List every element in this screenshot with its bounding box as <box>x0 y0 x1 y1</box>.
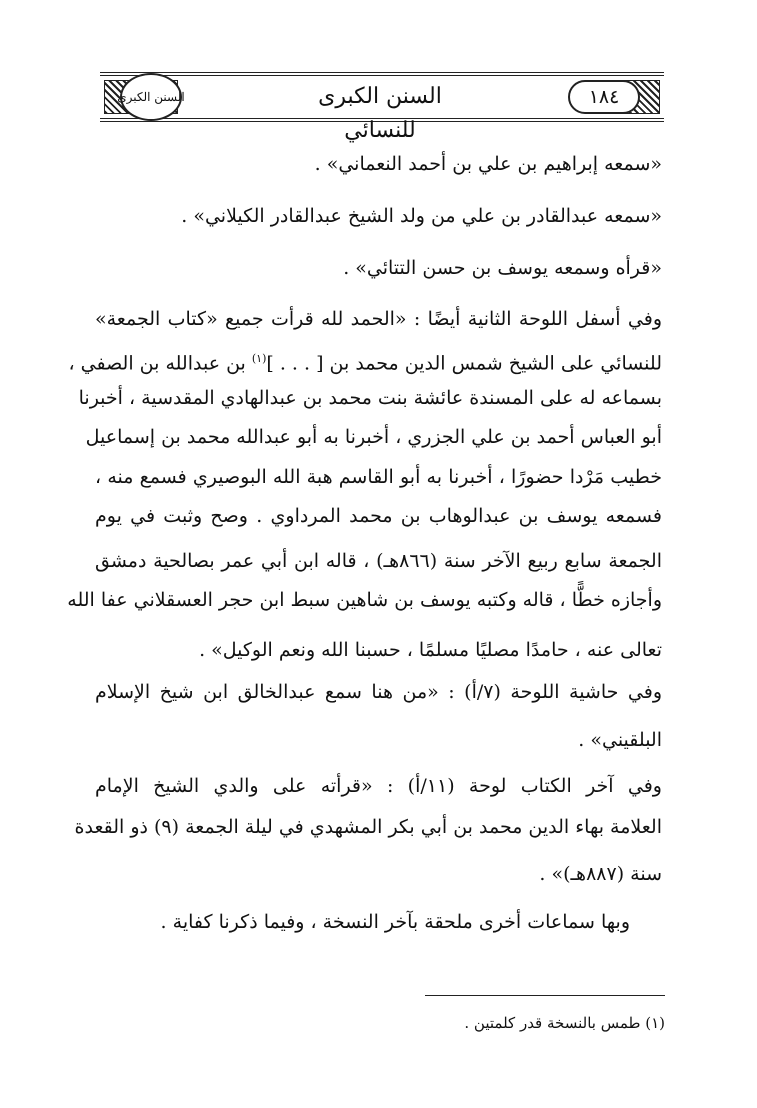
text-line <box>68 344 662 378</box>
header-emblem: السنن الكبرى <box>120 73 182 121</box>
text-line: خطيب مَرْدا حضورًا ، أخبرنا به أبو القاسم هبة الله البوصيري فسمع منه ، <box>95 466 662 488</box>
text-line: وفي حاشية اللوحة (٧/أ) : «من هنا سمع عبدالخالق ابن شيخ الإسلام <box>95 681 662 703</box>
text-line: فسمعه يوسف بن عبدالوهاب بن محمد المرداوي . وصح وثبت في يوم <box>95 505 662 527</box>
page-header <box>100 72 664 143</box>
text-line: بسماعه له على المسندة عائشة بنت محمد بن عبدالهادي المقدسية ، أخبرنا <box>78 387 662 409</box>
text-line: «سمعه إبراهيم بن علي بن أحمد النعماني» . <box>314 153 662 175</box>
text-line: العلامة بهاء الدين محمد بن أبي بكر المشهدي في ليلة الجمعة (٩) ذو القعدة <box>74 816 662 838</box>
footnote: (١) طمس بالنسخة قدر كلمتين . <box>464 1014 665 1032</box>
header-rule <box>100 72 664 73</box>
text-line: وفي أسفل اللوحة الثانية أيضًا : «الحمد لله قرأت جميع «كتاب الجمعة» <box>95 308 662 330</box>
text-line: «سمعه عبدالقادر بن علي من ولد الشيخ عبدالقادر الكيلاني» . <box>181 205 662 227</box>
text-line: الجمعة سابع ربيع الآخر سنة (٨٦٦هـ) ، قاله ابن أبي عمر بصالحية دمشق <box>95 550 662 572</box>
text-line: تعالى عنه ، حامدًا مصليًا مسلمًا ، حسبنا الله ونعم الوكيل» . <box>199 639 662 661</box>
text-line: البلقيني» . <box>578 729 662 751</box>
text-line: وفي آخر الكتاب لوحة (١١/أ) : «قرأته على والدي الشيخ الإمام <box>95 775 662 797</box>
text-line: وبها سماعات أخرى ملحقة بآخر النسخة ، وفيما ذكرنا كفاية . <box>160 911 630 933</box>
footnote-separator <box>425 995 665 996</box>
footnote-marker: (١) <box>251 352 267 365</box>
running-title: السنن الكبرى للنسائي <box>318 84 442 143</box>
text-line: أبو العباس أحمد بن علي الجزري ، أخبرنا به أبو عبدالله محمد بن إسماعيل <box>85 426 662 448</box>
text-line: «قرأه وسمعه يوسف بن حسن التتائي» . <box>343 257 662 279</box>
text-line: سنة (٨٨٧هـ)» . <box>539 863 662 885</box>
text-line: وأجازه خطًّا ، قاله وكتبه يوسف بن شاهين سبط ابن حجر العسقلاني عفا الله <box>67 589 662 611</box>
text-segment: للنسائي على الشيخ شمس الدين محمد بن [ . . . ] <box>266 352 662 375</box>
page-number: ١٨٤ <box>568 80 640 114</box>
header-rule <box>100 75 664 76</box>
text-segment: بن عبدالله بن الصفي ، <box>68 352 246 375</box>
